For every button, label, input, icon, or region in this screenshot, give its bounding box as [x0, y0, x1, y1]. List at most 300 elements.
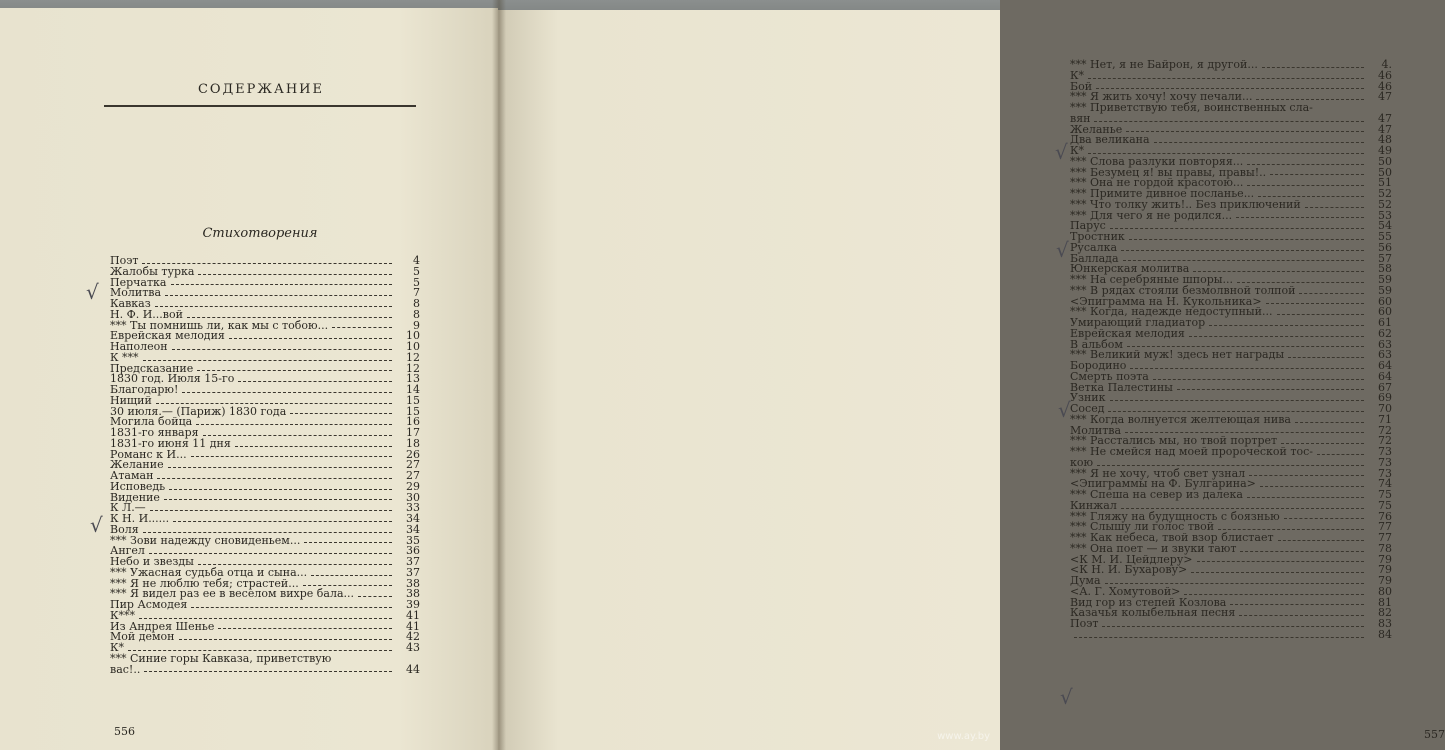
- toc-entry-page: 81: [1378, 595, 1392, 609]
- toc-entry-title: Умирающий гладиатор: [1070, 316, 1206, 329]
- toc-entry-title: *** Как небеса, твой взор блистает: [1070, 531, 1274, 544]
- toc-leader-dashes: [1154, 142, 1364, 143]
- toc-entry-page: 46: [1378, 79, 1392, 93]
- toc-leader-dashes: [142, 263, 392, 264]
- toc-entry-page: 8: [413, 297, 420, 310]
- toc-leader-dashes: [172, 349, 392, 350]
- toc-entry-page: 10: [406, 329, 420, 343]
- toc-entry-page: 33: [406, 501, 420, 515]
- pencil-checkmark-icon: √: [1056, 238, 1069, 262]
- toc-entry-page: 60: [1378, 305, 1392, 319]
- toc-entry-page: 73: [1378, 466, 1392, 480]
- toc-leader-dashes: [238, 381, 392, 382]
- toc-entry-page: 47: [1378, 111, 1392, 125]
- toc-entry-title: К*: [110, 641, 125, 654]
- toc-entry-page: 55: [1378, 230, 1392, 243]
- heading-rule: [104, 105, 416, 107]
- toc-entry-page: 54: [1378, 219, 1392, 233]
- toc-entry-page: 12: [406, 350, 420, 364]
- contents-heading: СОДЕРЖАНИЕ: [197, 82, 325, 97]
- toc-entry-page: 79: [1378, 574, 1392, 587]
- toc-entry-title: Ветка Палестины: [1070, 380, 1173, 394]
- toc-leader-dashes: [1105, 583, 1364, 584]
- toc-entry-title: Русалка: [1070, 240, 1118, 254]
- toc-entry-page: 26: [406, 447, 420, 461]
- toc-entry-title: Юнкерская молитва: [1070, 262, 1190, 276]
- toc-entry-page: 9: [413, 318, 420, 332]
- toc-leader-dashes: [179, 639, 392, 640]
- toc-entry-title: К ***: [110, 350, 139, 364]
- toc-entry-page: 18: [406, 436, 420, 450]
- toc-leader-dashes: [1230, 604, 1364, 605]
- toc-entry: [110, 651, 420, 665]
- toc-entry-title: К***: [110, 608, 136, 622]
- toc-entry-title: Еврейская мелодия: [1070, 326, 1185, 340]
- toc-leader-dashes: [218, 628, 392, 629]
- toc-entry-title: Кинжал: [1070, 498, 1117, 512]
- toc-entry-page: 35: [406, 533, 420, 547]
- toc-leader-dashes: [1096, 88, 1364, 89]
- pencil-checkmark-icon: √: [1060, 685, 1073, 709]
- toc-entry-page: 49: [1378, 144, 1392, 157]
- toc-entry-page: 12: [406, 361, 420, 375]
- toc-leader-dashes: [1130, 368, 1364, 369]
- toc-entry-title: Могила бойца: [110, 415, 193, 429]
- toc-entry: [110, 342, 420, 353]
- toc-entry-title: *** Слова разлуки повторяя...: [1070, 154, 1244, 168]
- toc-entry-page: 71: [1378, 412, 1392, 426]
- toc-entry-page: 59: [1378, 273, 1392, 286]
- toc-entry-page: 44: [406, 662, 420, 676]
- toc-entry-title: *** Когда волнуется желтеющая нива: [1070, 412, 1291, 426]
- toc-entry-page: 67: [1378, 380, 1392, 394]
- toc-entry: [110, 662, 420, 676]
- toc-entry-title: Исповедь: [110, 479, 166, 493]
- toc-leader-dashes: [187, 317, 392, 318]
- toc-entry: [1070, 68, 1392, 82]
- toc-entry-title: <Эпиграмма на Н. Кукольника>: [1070, 294, 1262, 308]
- toc-leader-dashes: [1249, 475, 1364, 476]
- toc-leader-dashes: [1197, 561, 1364, 562]
- toc-entry-page: 48: [1378, 133, 1392, 147]
- toc-entry-title: Бородино: [1070, 359, 1127, 372]
- toc-entry-title: Молитва: [110, 286, 162, 300]
- toc-entry-page: 50: [1378, 154, 1392, 168]
- toc-entry-title: Небо и звезды: [110, 555, 194, 568]
- toc-leader-dashes: [1256, 99, 1364, 100]
- toc-leader-dashes: [1102, 626, 1364, 627]
- toc-entry-page: 79: [1378, 552, 1392, 566]
- toc-entry-title: Тростник: [1070, 230, 1125, 243]
- toc-entry-title: *** Безумец я! вы правы, правы!..: [1070, 165, 1267, 179]
- left-page-number: 556: [114, 725, 135, 738]
- toc-entry-title: Наполеон: [110, 340, 168, 353]
- toc-leader-dashes: [169, 489, 392, 490]
- toc-entry-page: 76: [1378, 509, 1392, 523]
- toc-entry-title: *** Я видел раз ее в веселом вихре бала...: [110, 587, 354, 601]
- toc-leader-dashes: [1074, 637, 1364, 638]
- toc-entry-title: *** Я не хочу, чтоб свет узнал: [1070, 466, 1246, 480]
- toc-leader-dashes: [1110, 228, 1364, 229]
- toc-entry: [1070, 135, 1392, 146]
- toc-entry-page: 52: [1378, 187, 1392, 200]
- toc-leader-dashes: [1266, 303, 1364, 304]
- toc-entry: [1070, 380, 1392, 394]
- toc-leader-dashes: [332, 327, 392, 328]
- toc-entry-title: Романс к И...: [110, 447, 187, 461]
- toc-entry-page: 37: [406, 555, 420, 568]
- toc-entry-title: <Эпиграммы на Ф. Булгарина>: [1070, 477, 1256, 491]
- toc-entry-title: 30 июля.— (Париж) 1830 года: [110, 404, 287, 418]
- toc-entry-page: 53: [1378, 208, 1392, 222]
- toc-entry-page: 13: [406, 372, 420, 386]
- toc-entry-title: Пир Асмодея: [110, 598, 188, 611]
- toc-entry-page: 80: [1378, 584, 1392, 598]
- toc-entry-title: *** Я жить хочу! хочу печали...: [1070, 90, 1253, 104]
- toc-entry-title: Ангел: [110, 544, 145, 558]
- toc-entry-page: 70: [1378, 402, 1392, 415]
- toc-leader-dashes: [358, 596, 392, 597]
- toc-entry-title: К*: [1070, 144, 1085, 157]
- toc-entry-title: 1830 год. Июля 15-го: [110, 372, 235, 386]
- toc-entry-title: *** Когда, надежде недоступный...: [1070, 305, 1273, 319]
- toc-entry-title: *** Гляжу на будущность с боязнью: [1070, 509, 1280, 523]
- toc-leader-dashes: [1177, 389, 1364, 390]
- left-toc-list: [110, 256, 420, 675]
- toc-entry-title: Благодарю!: [110, 383, 179, 396]
- toc-leader-dashes: [1126, 131, 1364, 132]
- toc-entry-title: *** Примите дивное посланье...: [1070, 187, 1255, 200]
- toc-entry-page: 17: [406, 426, 420, 439]
- toc-entry-page: 34: [406, 522, 420, 536]
- toc-entry-page: 47: [1378, 122, 1392, 136]
- toc-entry-title: *** Зови надежду сновиденьем...: [110, 533, 301, 547]
- toc-leader-dashes: [1193, 271, 1364, 272]
- toc-entry-page: 15: [406, 404, 420, 418]
- toc-leader-dashes: [1247, 185, 1364, 186]
- pencil-checkmark-icon: √: [1058, 398, 1071, 422]
- toc-entry-title: <К М. И. Цейдлеру>: [1070, 552, 1193, 566]
- toc-entry-title: Парус: [1070, 219, 1106, 233]
- watermark: www.ay.by: [937, 731, 990, 742]
- toc-entry-title: *** Что толку жить!.. Без приключений: [1070, 197, 1301, 211]
- toc-leader-dashes: [197, 370, 392, 371]
- toc-entry-page: 51: [1378, 176, 1392, 190]
- toc-entry-title: <К Н. И. Бухарову>: [1070, 563, 1188, 577]
- toc-leader-dashes: [1123, 260, 1364, 261]
- toc-entry-title: *** Расстались мы, но твой портрет: [1070, 434, 1278, 448]
- toc-entry-title: *** Великий муж! здесь нет награды: [1070, 348, 1285, 362]
- toc-entry: [110, 600, 420, 611]
- toc-entry-page: 38: [406, 576, 420, 590]
- toc-leader-dashes: [1110, 400, 1365, 401]
- toc-leader-dashes: [1191, 572, 1364, 573]
- toc-leader-dashes: [171, 284, 393, 285]
- toc-entry-title: *** Я не люблю тебя; страстей...: [110, 576, 299, 590]
- toc-leader-dashes: [1258, 196, 1364, 197]
- toc-entry-page: 59: [1378, 283, 1392, 297]
- toc-entry-title: *** Приветствую тебя, воинственных сла-: [1070, 101, 1313, 114]
- toc-entry-page: 50: [1378, 165, 1392, 179]
- toc-leader-dashes: [143, 360, 392, 361]
- toc-entry-page: 43: [406, 641, 420, 654]
- toc-leader-dashes: [155, 306, 392, 307]
- toc-entry-title: Видение: [110, 490, 160, 504]
- toc-entry-page: 64: [1378, 369, 1392, 383]
- toc-leader-dashes: [128, 650, 392, 651]
- toc-entry-title: Вид гор из степей Козлова: [1070, 595, 1227, 609]
- toc-leader-dashes: [1270, 174, 1364, 175]
- toc-entry: [1070, 627, 1392, 641]
- toc-entry: [1070, 208, 1392, 222]
- toc-entry-title: вян: [1070, 111, 1091, 125]
- toc-leader-dashes: [1239, 615, 1364, 616]
- toc-leader-dashes: [1121, 250, 1364, 251]
- toc-entry-title: К Л.—: [110, 501, 146, 515]
- toc-entry: [110, 632, 420, 643]
- toc-entry-title: Баллада: [1070, 251, 1119, 265]
- toc-leader-dashes: [198, 274, 392, 275]
- toc-leader-dashes: [182, 392, 392, 393]
- toc-leader-dashes: [156, 403, 392, 404]
- toc-entry: [1070, 565, 1392, 576]
- toc-entry-page: 64: [1378, 359, 1392, 372]
- toc-entry: [1070, 60, 1392, 71]
- toc-entry-page: 15: [406, 393, 420, 407]
- toc-entry-title: К*: [1070, 68, 1085, 82]
- toc-leader-dashes: [144, 671, 392, 672]
- toc-leader-dashes: [1088, 78, 1364, 79]
- toc-entry-title: Поэт: [1070, 617, 1099, 630]
- toc-entry-page: 79: [1378, 563, 1392, 577]
- toc-entry-page: 83: [1378, 617, 1392, 630]
- toc-entry-title: *** Синие горы Кавказа, приветствую: [110, 651, 332, 665]
- toc-entry-title: *** Ты помнишь ли, как мы с тобою...: [110, 318, 329, 332]
- toc-leader-dashes: [303, 585, 392, 586]
- toc-leader-dashes: [1237, 282, 1364, 283]
- toc-entry: [1070, 232, 1392, 243]
- toc-leader-dashes: [304, 542, 392, 543]
- toc-entry-title: *** Ужасная судьба отца и сына...: [110, 565, 308, 579]
- toc-leader-dashes: [191, 456, 392, 457]
- toc-leader-dashes: [1305, 207, 1364, 208]
- toc-leader-dashes: [1295, 422, 1364, 423]
- right-page: [498, 10, 1445, 750]
- toc-entry-title: Желанье: [1070, 122, 1123, 136]
- toc-entry-page: 63: [1378, 337, 1392, 351]
- toc-leader-dashes: [157, 478, 392, 479]
- toc-entry-page: 84: [1378, 627, 1392, 641]
- toc-entry-title: Нищий: [110, 393, 152, 407]
- toc-leader-dashes: [1236, 217, 1364, 218]
- toc-entry-title: Еврейская мелодия: [110, 329, 225, 343]
- toc-entry-title: Мой демон: [110, 630, 175, 644]
- toc-entry-title: *** В рядах стояли безмолвной толпой: [1070, 283, 1296, 297]
- toc-entry-page: 14: [406, 383, 420, 396]
- toc-leader-dashes: [149, 553, 392, 554]
- toc-leader-dashes: [1184, 594, 1364, 595]
- toc-entry: [1070, 103, 1392, 114]
- toc-entry: [1070, 490, 1392, 501]
- toc-entry-title: Атаман: [110, 469, 154, 482]
- toc-entry-title: Из Андрея Шенье: [110, 619, 215, 633]
- toc-entry-page: 34: [406, 512, 420, 525]
- toc-leader-dashes: [1284, 518, 1364, 519]
- toc-entry-title: *** Спеша на север из далека: [1070, 488, 1243, 501]
- toc-entry: [110, 460, 420, 471]
- toc-leader-dashes: [1317, 454, 1364, 455]
- toc-leader-dashes: [1288, 357, 1364, 358]
- toc-entry-page: 62: [1378, 326, 1392, 340]
- toc-entry-page: 30: [406, 490, 420, 504]
- toc-entry-title: 1831-го января: [110, 426, 199, 439]
- toc-leader-dashes: [1262, 67, 1364, 68]
- toc-leader-dashes: [1278, 540, 1364, 541]
- toc-entry-page: 56: [1378, 240, 1392, 254]
- toc-leader-dashes: [143, 532, 392, 533]
- right-toc-list: [1070, 60, 1392, 641]
- toc-entry-page: 27: [406, 458, 420, 472]
- toc-entry-page: 7: [413, 286, 420, 300]
- toc-entry-title: Узник: [1070, 391, 1106, 405]
- toc-entry-title: Смерть поэта: [1070, 369, 1149, 383]
- toc-entry-page: 29: [406, 479, 420, 493]
- toc-entry-page: 27: [406, 469, 420, 482]
- toc-entry-title: Бой: [1070, 79, 1093, 93]
- toc-leader-dashes: [1240, 551, 1364, 552]
- toc-entry-page: 52: [1378, 197, 1392, 211]
- toc-entry-title: *** Она не гордой красотою...: [1070, 176, 1244, 190]
- toc-leader-dashes: [335, 661, 392, 662]
- toc-leader-dashes: [173, 521, 392, 522]
- toc-entry: [110, 533, 420, 547]
- toc-leader-dashes: [150, 510, 392, 511]
- toc-entry-title: Казачья колыбельная песня: [1070, 606, 1236, 620]
- toc-leader-dashes: [1153, 379, 1364, 380]
- toc-leader-dashes: [1129, 239, 1364, 240]
- toc-entry-title: *** Для чего я не родился...: [1070, 208, 1233, 222]
- toc-entry-title: <А. Г. Хомутовой>: [1070, 584, 1181, 598]
- toc-entry-page: 82: [1378, 606, 1392, 620]
- pencil-checkmark-icon: √: [1055, 140, 1068, 164]
- toc-leader-dashes: [165, 295, 392, 296]
- toc-entry-page: 4.: [1381, 58, 1392, 71]
- toc-leader-dashes: [1209, 325, 1364, 326]
- toc-leader-dashes: [196, 424, 392, 425]
- toc-entry-page: 74: [1378, 477, 1392, 491]
- toc-entry-title: К Н. И......: [110, 512, 170, 525]
- toc-entry-page: 73: [1378, 455, 1392, 469]
- toc-entry-page: 72: [1378, 423, 1392, 437]
- toc-entry: [110, 385, 420, 396]
- toc-entry-title: Жалобы турка: [110, 264, 195, 278]
- toc-leader-dashes: [1299, 293, 1364, 294]
- toc-leader-dashes: [139, 618, 392, 619]
- toc-entry-page: 46: [1378, 68, 1392, 82]
- left-page: [0, 8, 498, 750]
- toc-entry-page: 61: [1378, 316, 1392, 329]
- toc-entry-page: 72: [1378, 434, 1392, 448]
- right-page-number: 557: [1424, 728, 1445, 741]
- toc-entry-title: *** На серебряные шпоры...: [1070, 273, 1234, 286]
- toc-entry-page: 77: [1378, 520, 1392, 534]
- toc-entry-title: 1831-го июня 11 дня: [110, 436, 231, 450]
- toc-entry-title: В альбом: [1070, 337, 1123, 351]
- pencil-checkmark-icon: √: [86, 280, 99, 304]
- toc-entry: [1070, 393, 1392, 404]
- section-title: Стихотворения: [202, 226, 318, 241]
- pencil-checkmark-icon: √: [90, 513, 103, 537]
- toc-entry-page: 36: [406, 544, 420, 558]
- toc-leader-dashes: [191, 607, 392, 608]
- toc-entry-page: 5: [413, 264, 420, 278]
- toc-entry-title: кою: [1070, 455, 1094, 469]
- toc-leader-dashes: [229, 338, 392, 339]
- toc-entry-page: 38: [406, 587, 420, 601]
- toc-entry-page: 47: [1378, 90, 1392, 104]
- toc-entry-title: Предсказание: [110, 361, 194, 375]
- toc-leader-dashes: [1127, 346, 1364, 347]
- toc-entry-title: *** Нет, я не Байрон, я другой...: [1070, 58, 1258, 71]
- toc-entry: [1070, 608, 1392, 619]
- toc-leader-dashes: [311, 575, 392, 576]
- toc-entry-page: 41: [406, 619, 420, 633]
- book-gutter: [492, 0, 506, 750]
- toc-entry-title: *** Она поет — и звуки тают: [1070, 541, 1237, 555]
- toc-leader-dashes: [1094, 121, 1364, 122]
- toc-entry-page: 69: [1378, 391, 1392, 405]
- toc-entry: [110, 514, 420, 525]
- toc-entry-title: *** Не смейся над моей пророческой тос-: [1070, 445, 1313, 458]
- toc-entry-title: Два великана: [1070, 133, 1150, 147]
- toc-leader-dashes: [1281, 443, 1364, 444]
- toc-entry-title: Воля: [110, 522, 139, 536]
- toc-leader-dashes: [1121, 508, 1364, 509]
- toc-leader-dashes: [1260, 486, 1364, 487]
- toc-leader-dashes: [1247, 164, 1364, 165]
- toc-entry-title: Желание: [110, 458, 164, 472]
- toc-entry-page: 75: [1378, 488, 1392, 501]
- toc-entry-page: 57: [1378, 251, 1392, 265]
- toc-leader-dashes: [1277, 314, 1365, 315]
- toc-entry-page: 60: [1378, 294, 1392, 308]
- toc-entry: [1070, 619, 1392, 630]
- toc-leader-dashes: [1108, 411, 1364, 412]
- toc-entry-page: 5: [413, 275, 420, 289]
- toc-entry-title: Н. Ф. И...вой: [110, 307, 183, 321]
- toc-entry-title: Кавказ: [110, 297, 151, 310]
- toc-leader-dashes: [1088, 153, 1364, 154]
- toc-entry-page: 58: [1378, 262, 1392, 276]
- toc-entry: [110, 288, 420, 299]
- toc-entry-page: 39: [406, 598, 420, 611]
- toc-leader-dashes: [203, 435, 392, 436]
- toc-leader-dashes: [1097, 465, 1364, 466]
- toc-entry-title: Перчатка: [110, 275, 167, 289]
- toc-entry-page: 75: [1378, 498, 1392, 512]
- toc-leader-dashes: [1218, 529, 1364, 530]
- toc-entry-page: 73: [1378, 445, 1392, 458]
- toc-entry-title: Дума: [1070, 574, 1101, 587]
- toc-entry-title: Молитва: [1070, 423, 1122, 437]
- toc-leader-dashes: [164, 499, 392, 500]
- toc-entry: [110, 490, 420, 504]
- toc-entry-page: 16: [406, 415, 420, 429]
- toc-entry-page: 78: [1378, 541, 1392, 555]
- toc-leader-dashes: [1125, 432, 1364, 433]
- toc-leader-dashes: [1317, 110, 1364, 111]
- toc-leader-dashes: [198, 564, 392, 565]
